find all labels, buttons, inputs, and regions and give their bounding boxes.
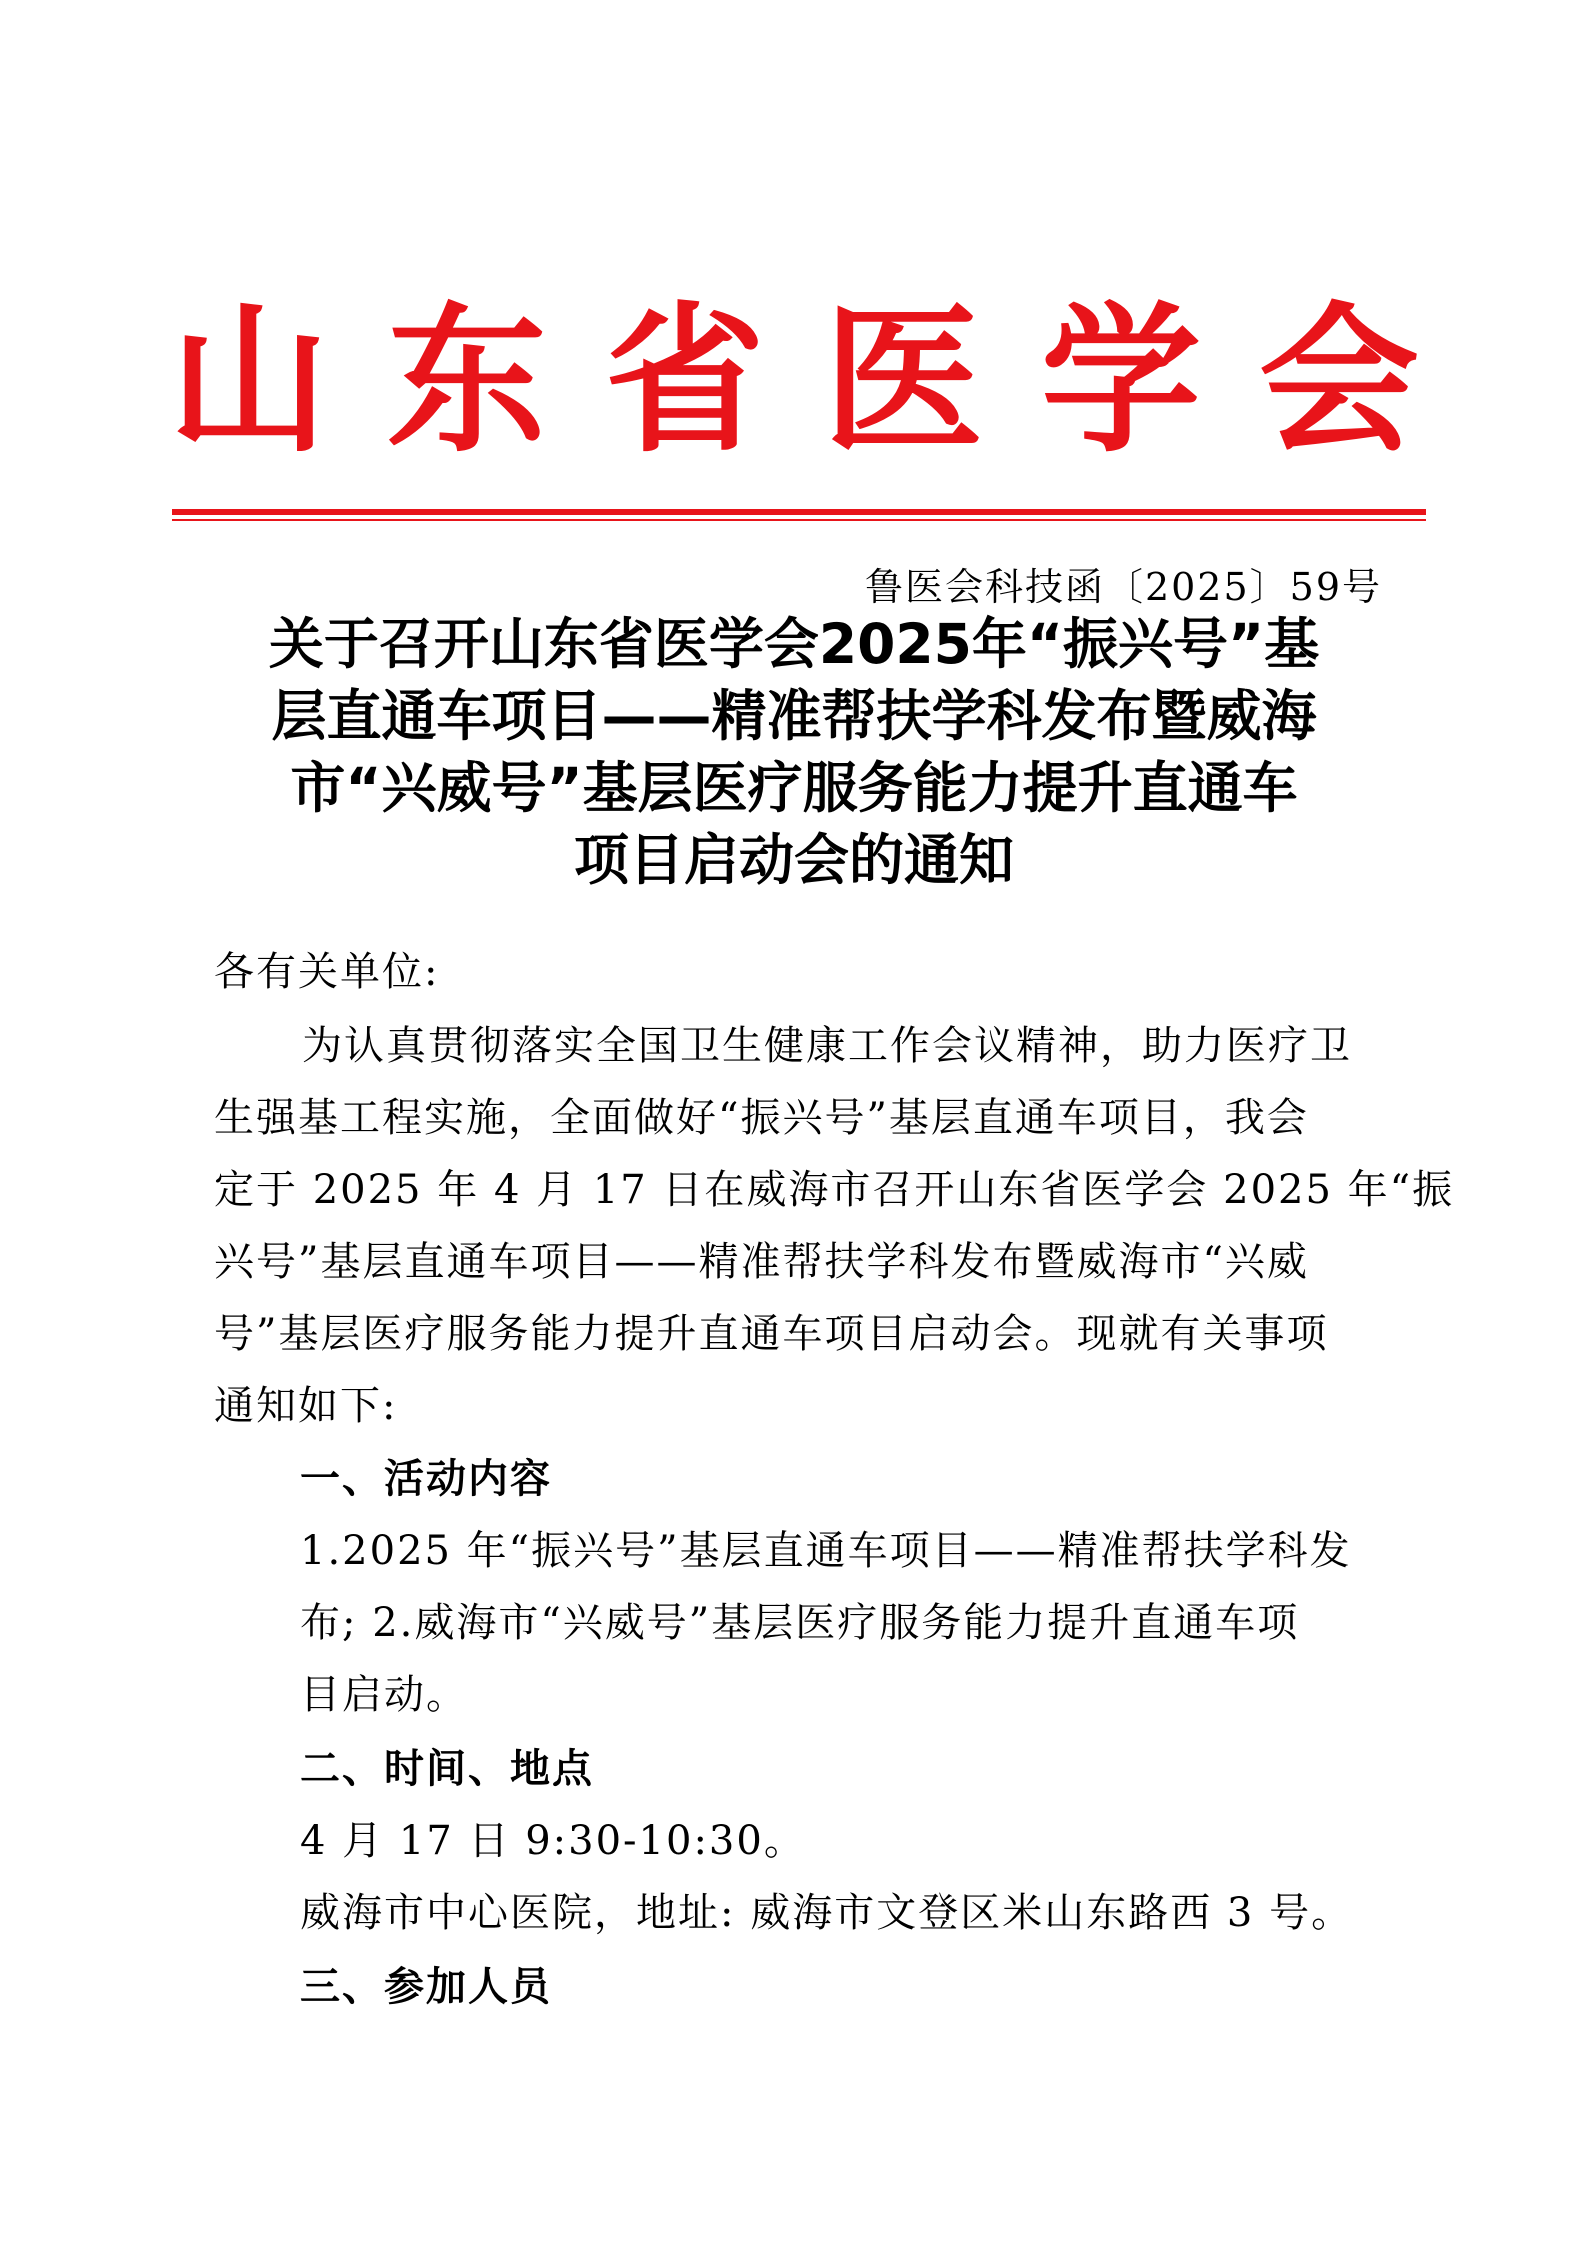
title-line: 项目启动会的通知 (573, 828, 1014, 892)
salutation: 各有关单位: (214, 949, 440, 995)
section-body-time-place (300, 1805, 1353, 1949)
paragraph-line: 兴号”基层直通车项目——精准帮扶学科发布暨威海市“兴威 (214, 1239, 1309, 1285)
intro-paragraph (214, 1010, 1454, 1442)
paragraph-line: 威海市中心医院，地址: 威海市文登区米山东路西 3 号。 (300, 1890, 1354, 1936)
title-line: 层直通车项目——精准帮扶学科发布暨威海 (271, 684, 1317, 748)
section-heading-participants: 三、参加人员 (300, 1964, 552, 2010)
org-name-header: 山东省医学会 (168, 286, 1477, 474)
paragraph-line: 通知如下: (214, 1383, 398, 1429)
masthead-rule-thin (172, 519, 1426, 521)
paragraph-line: 为认真贯彻落实全国卫生健康工作会议精神，助力医疗卫 (302, 1023, 1352, 1069)
masthead-rule-thick (172, 509, 1426, 515)
title-line: 市“兴威号”基层医疗服务能力提升直通车 (290, 756, 1298, 820)
paragraph-line: 号”基层医疗服务能力提升直通车项目启动会。现就有关事项 (214, 1311, 1329, 1357)
document-number: 鲁医会科技函〔2025〕59号 (864, 565, 1382, 609)
paragraph-line: 生强基工程实施，全面做好“振兴号”基层直通车项目，我会 (214, 1095, 1309, 1141)
paragraph-line: 目启动。 (300, 1672, 468, 1718)
section-heading-time-place: 二、时间、地点 (300, 1746, 594, 1792)
paragraph-line: 定于 2025 年 4 月 17 日在威海市召开山东省医学会 2025 年“振 (214, 1167, 1455, 1213)
section-heading-activity: 一、活动内容 (300, 1456, 552, 1502)
paragraph-line: 1.2025 年“振兴号”基层直通车项目——精准帮扶学科发 (300, 1528, 1352, 1574)
document-title (200, 608, 1388, 896)
title-line: 关于召开山东省医学会2025年“振兴号”基 (268, 612, 1320, 676)
paragraph-line: 布; 2.威海市“兴威号”基层医疗服务能力提升直通车项 (300, 1600, 1300, 1646)
section-body-activity (300, 1515, 1352, 1731)
paragraph-line: 4 月 17 日 9:30-10:30。 (300, 1818, 806, 1864)
